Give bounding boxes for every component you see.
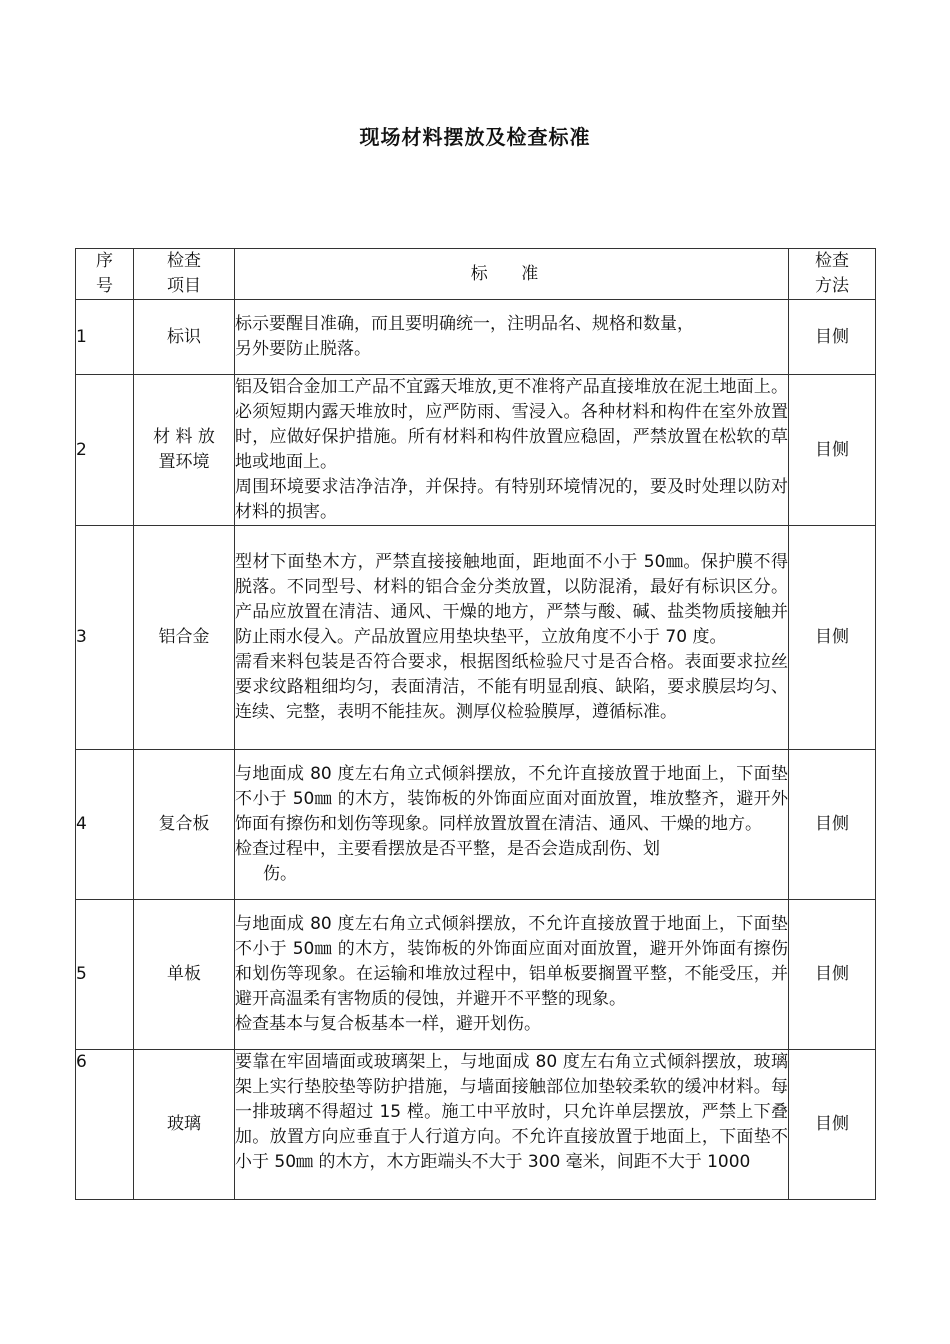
row-method: 目侧 bbox=[789, 750, 876, 900]
row-item: 复合板 bbox=[134, 750, 235, 900]
row-method: 目侧 bbox=[789, 300, 876, 375]
row-method: 目侧 bbox=[789, 900, 876, 1050]
row-standard bbox=[235, 300, 789, 375]
row-method: 目侧 bbox=[789, 526, 876, 750]
row-standard bbox=[235, 750, 789, 900]
row-method: 目侧 bbox=[789, 375, 876, 526]
row-item-line: 材 料 放 bbox=[153, 427, 215, 447]
header-item-line1: 检查 bbox=[167, 251, 201, 271]
header-method-line2: 方法 bbox=[815, 276, 849, 296]
standard-paragraph: 要靠在牢固墙面或玻璃架上，与地面成 80 度左右角立式倾斜摆放，玻璃架上实行垫胶垫等防护措施，与墙面接触部位加垫较柔软的缓冲材料。每一排玻璃不得超过 15 樘。施工中平放时，只允许单层摆放，严禁上下叠加。放置方向应垂直于人行道方向。不允许直接放置于地面上，下面垫不小于 50㎜ 的木方，木方距端头不大于 300 毫米，间距不大于 1000 bbox=[235, 1052, 788, 1172]
inspection-standards-table bbox=[75, 248, 876, 1200]
standard-line: 标示要醒目准确，而且要明确统一，注明品名、规格和数量， bbox=[235, 314, 694, 334]
standard-paragraph: 周围环境要求洁净洁净，并保持。有特别环境情况的，要及时处理以防对材料的损害。 bbox=[235, 477, 788, 522]
row-item: 单板 bbox=[134, 900, 235, 1050]
header-no bbox=[76, 249, 134, 300]
row-number: 3 bbox=[76, 526, 134, 750]
table-row bbox=[76, 900, 876, 1050]
standard-paragraph: 型材下面垫木方，严禁直接接触地面，距地面不小于 50㎜。保护膜不得脱落。不同型号、材料的铝合金分类放置，以防混淆，最好有标识区分。产品应放置在清洁、通风、干燥的地方，严禁与酸、碱、盐类物质接触并防止雨水侵入。产品放置应用垫块垫平，立放角度不小于 70 度。 bbox=[235, 552, 788, 647]
standard-paragraph: 铝及铝合金加工产品不宜露天堆放,更不准将产品直接堆放在泥土地面上。必须短期内露天堆放时，应严防雨、雪浸入。各种材料和构件在室外放置时，应做好保护措施。所有材料和构件放置应稳固，严禁放置在松软的草地或地面上。 bbox=[235, 377, 788, 472]
table-row bbox=[76, 1050, 876, 1200]
header-standard: 标 准 bbox=[235, 249, 789, 300]
table-row bbox=[76, 375, 876, 526]
header-method bbox=[789, 249, 876, 300]
row-method: 目侧 bbox=[789, 1050, 876, 1200]
document-title: 现场材料摆放及检查标准 bbox=[359, 125, 591, 149]
row-number: 6 bbox=[76, 1050, 134, 1200]
header-no-line2: 号 bbox=[96, 276, 113, 296]
row-number: 2 bbox=[76, 375, 134, 526]
header-row bbox=[76, 249, 876, 300]
header-no-line1: 序 bbox=[96, 251, 113, 271]
standard-paragraph: 需看来料包装是否符合要求，根据图纸检验尺寸是否合格。表面要求拉丝要求纹路粗细均匀，表面清洁，不能有明显刮痕、缺陷，要求膜层均匀、连续、完整，表明不能挂灰。测厚仪检验膜厚，遵循标准。 bbox=[235, 652, 788, 722]
header-item bbox=[134, 249, 235, 300]
standard-line: 伤。 bbox=[263, 864, 297, 884]
row-standard bbox=[235, 1050, 789, 1200]
row-standard bbox=[235, 526, 789, 750]
header-method-line1: 检查 bbox=[815, 251, 849, 271]
standard-paragraph: 检查基本与复合板基本一样，避开划伤。 bbox=[235, 1014, 541, 1034]
row-item: 标识 bbox=[134, 300, 235, 375]
row-standard bbox=[235, 375, 789, 526]
row-item-line: 置环境 bbox=[158, 452, 210, 472]
table-row bbox=[76, 300, 876, 375]
row-item bbox=[134, 375, 235, 526]
standard-paragraph: 与地面成 80 度左右角立式倾斜摆放，不允许直接放置于地面上，下面垫不小于 50㎜ 的木方，装饰板的外饰面应面对面放置，避开外饰面有擦伤和划伤等现象。在运输和堆放过程中，铝单板要搁置平整，不能受压，并避开高温柔有害物质的侵蚀，并避开不平整的现象。 bbox=[235, 914, 788, 1009]
row-item: 铝合金 bbox=[134, 526, 235, 750]
standard-paragraph: 与地面成 80 度左右角立式倾斜摆放，不允许直接放置于地面上，下面垫不小于 50㎜ 的木方，装饰板的外饰面应面对面放置，堆放整齐，避开外饰面有擦伤和划伤等现象。同样放置放置在清洁、通风、干燥的地方。 bbox=[235, 764, 788, 834]
row-number: 4 bbox=[76, 750, 134, 900]
row-number: 5 bbox=[76, 900, 134, 1050]
header-item-line2: 项目 bbox=[167, 276, 201, 296]
row-item: 玻璃 bbox=[134, 1050, 235, 1200]
standard-line: 另外要防止脱落。 bbox=[235, 339, 371, 359]
standard-paragraph: 检查过程中，主要看摆放是否平整，是否会造成刮伤、划 bbox=[235, 839, 660, 859]
row-number: 1 bbox=[76, 300, 134, 375]
row-standard bbox=[235, 900, 789, 1050]
table-row bbox=[76, 526, 876, 750]
table-row bbox=[76, 750, 876, 900]
